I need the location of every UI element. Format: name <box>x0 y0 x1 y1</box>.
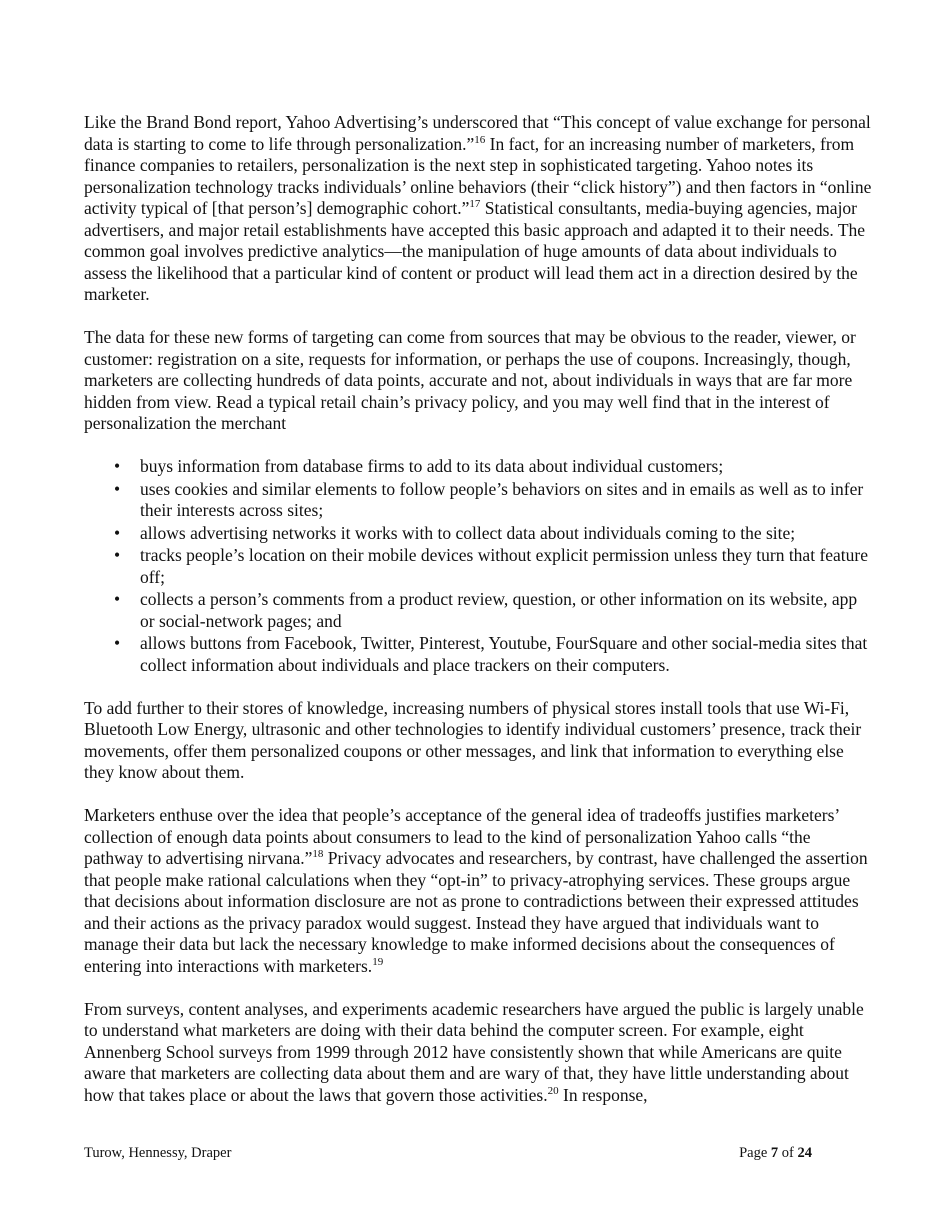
list-item-text: buys information from database firms to add to its data about individual customers; <box>140 456 724 476</box>
list-item-text: allows advertising networks it works with to collect data about individuals coming to the site; <box>140 522 796 543</box>
paragraph-1-text-c: Statistical consultants, media-buying agencies, major advertisers, and major retail establishments have accepted this basic approach and adapted it to their needs. The common goal involves predictive analytics—the manipulation of huge amounts of data about individuals to assess the likelihood that a particular kind of content or product will lead them act in a direction desired by the marketer. <box>84 198 866 304</box>
list-item <box>114 589 874 632</box>
paragraph-2 <box>84 327 874 435</box>
list-item-text: collects a person’s comments from a product review, question, or other information on its website, app or social-network pages; and <box>140 589 858 631</box>
bullet-icon: • <box>114 633 121 653</box>
footer-page-number: 7 <box>770 1145 779 1161</box>
list-item-text: tracks people’s location on their mobile devices without explicit permission unless they turn that feature off; <box>140 545 869 587</box>
footer-authors: Turow, Hennessy, Draper <box>84 1145 232 1161</box>
bullet-icon: • <box>114 545 121 565</box>
paragraph-5-text-b: In response, <box>558 1084 648 1105</box>
paragraph-3-text: To add further to their stores of knowledge, increasing numbers of physical stores install tools that use Wi-Fi, Bluetooth Low Energy, ultrasonic and other technologies to identify individual customers’ presence, track their movements, offer them personalized coupons or other messages, and link that information to everything else they know about them. <box>84 697 862 782</box>
footer-page-indicator <box>739 1145 812 1162</box>
page-body <box>84 112 874 1128</box>
list-item-text: allows buttons from Facebook, Twitter, Pinterest, Youtube, FourSquare and other social-media sites that collect information about individuals and place trackers on their computers. <box>140 633 868 675</box>
bullet-icon: • <box>114 522 121 543</box>
footnote-ref-20[interactable]: 20 <box>547 1084 559 1097</box>
footer-page-word: Page <box>739 1145 771 1161</box>
footnote-ref-16[interactable]: 16 <box>474 133 486 146</box>
footer-total-pages: 24 <box>797 1145 812 1161</box>
paragraph-5 <box>84 999 874 1107</box>
footer-of-word: of <box>778 1145 798 1161</box>
footnote-ref-19[interactable]: 19 <box>372 955 384 968</box>
paragraph-4-text-a: Marketers enthuse over the idea that people’s acceptance of the general idea of tradeoffs justifies marketers’ collection of enough data points about consumers to lead to the kind of personalization Yahoo calls “the pathway to advertising nirvana.” <box>84 805 839 868</box>
footnote-ref-18[interactable]: 18 <box>312 848 324 860</box>
bullet-icon: • <box>114 478 121 499</box>
list-item <box>114 478 874 522</box>
paragraph-1 <box>84 112 874 306</box>
paragraph-4-text-b: Privacy advocates and researchers, by contrast, have challenged the assertion that people make rational calculations when they “opt-in” to privacy-atrophying services. These groups argue that decisions about information disclosure are not as prone to contradictions between their expressed attitudes and their actions as the privacy paradox would suggest. Instead they have argued that individuals want to manage their data but lack the necessary knowledge to make informed decisions about the consequences of entering into interactions with marketers. <box>84 848 868 976</box>
footnote-ref-17[interactable]: 17 <box>469 198 481 210</box>
bullet-list <box>84 456 874 676</box>
list-item-text: uses cookies and similar elements to follow people’s behaviors on sites and in emails as well as to infer their interests across sites; <box>140 478 864 520</box>
paragraph-1-text-b: In fact, for an increasing number of marketers, from finance companies to retailers, personalization is the next step in sophisticated targeting. Yahoo notes its personalization technology tracks individuals’ online behaviors (their “click history”) and then factors in “online activity typical of [that person’s] demographic cohort.” <box>84 133 872 218</box>
paragraph-4 <box>84 805 874 977</box>
page-footer <box>84 1145 812 1162</box>
list-item <box>114 545 874 588</box>
list-item <box>114 456 874 478</box>
bullet-icon: • <box>114 589 121 609</box>
paragraph-3 <box>84 698 874 784</box>
list-item <box>114 633 874 676</box>
paragraph-5-text-a: From surveys, content analyses, and experiments academic researchers have argued the public is largely unable to understand what marketers are doing with their data behind the computer screen. For example, eight Annenberg School surveys from 1999 through 2012 have consistently shown that while Americans are quite aware that marketers are collecting data about them and are wary of that, they have little understanding about how that takes place or about the laws that govern those activities. <box>84 998 864 1105</box>
bullet-icon: • <box>114 456 121 476</box>
list-item <box>114 522 874 545</box>
paragraph-2-text: The data for these new forms of targeting can come from sources that may be obvious to the reader, viewer, or customer: registration on a site, requests for information, or perhaps the use of coupons. Increasingly, though, marketers are collecting hundreds of data points, accurate and not, about individuals in ways that are far more hidden from view. Read a typical retail chain’s privacy policy, and you may well find that in the interest of personalization the merchant <box>84 327 856 433</box>
paragraph-1-text-a: Like the Brand Bond report, Yahoo Advertising’s underscored that “This concept of value exchange for personal data is starting to come to life through personalization.” <box>84 112 871 154</box>
